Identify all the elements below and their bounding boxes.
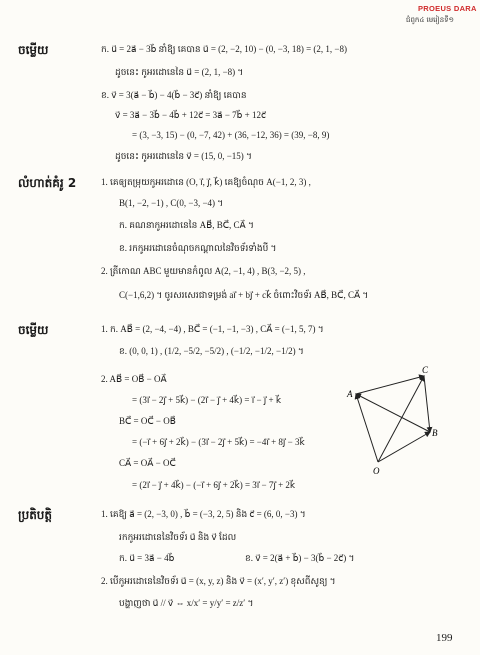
answer-heading-2: ចម្លើយ bbox=[18, 323, 49, 337]
line-v-compute: = (3, −3, 15) − (0, −7, 42) + (36, −12, 36) = (39, −8, 9) bbox=[132, 130, 330, 140]
line-v-result: ដូចនេះ កូអរដោនេនៃ v⃗ = (15, 0, −15) ។ bbox=[115, 151, 252, 161]
label-a: A bbox=[347, 389, 353, 399]
page-number: 199 bbox=[436, 632, 453, 644]
prac-q2-show: បង្ហាញថា u⃗ // v⃗ ⇔ x/x′ = y/y′ = z/z′ ។ bbox=[119, 598, 254, 608]
chapter-subtitle: ជំពូក៤ មេរៀនទី១ bbox=[406, 16, 454, 24]
ex2-q2: 2. ត្រីកោណ ABC មួយមានកំពូល A(2, −1, 4) , B(3, −2, 5) , bbox=[101, 266, 306, 276]
brand-text: PROEUS DARA bbox=[418, 4, 477, 13]
prac-q1-find: រកកូអរដោនេនៃវិចទ័រ u⃗ និង v⃗ ដែល bbox=[119, 532, 237, 542]
ans2-2-bc-calc: = (−i⃗ + 6j⃗ + 2k⃗) − (3i⃗ − 2j⃗ + 5k⃗) = −4i⃗ + 8j⃗ − 3k⃗ bbox=[132, 437, 305, 447]
example-heading-2: លំហាត់គំរូ 2 bbox=[18, 176, 77, 190]
vector-triangle-figure bbox=[346, 366, 446, 478]
line-ka-u: ក. u⃗ = 2a⃗ − 3b⃗ នាំឱ្យ គេបាន u⃗ = (2, −2, 10) − (0, −3, 18) = (2, 1, −8) bbox=[101, 44, 348, 54]
ex2-q1: 1. គេឲ្យតម្រុយកូអរដោនេ (O, i⃗, j⃗, k⃗) គេឱ្យចំណុច A(−1, 2, 3) , bbox=[101, 177, 311, 187]
ans2-1b: ខ. (0, 0, 1) , (1/2, −5/2, −5/2) , (−1/2, −1/2, −1/2) ។ bbox=[119, 346, 304, 356]
prac-q1: 1. គេឱ្យ a⃗ = (2, −3, 0) , b⃗ = (−3, 2, 5) និង c⃗ = (6, 0, −3) ។ bbox=[101, 509, 306, 519]
ex2-q2-b: C(−1,6,2) ។ ចូរសរសេរជាទម្រង់ ai⃗ + bj⃗ + ck⃗ ចំពោះវិចទ័រ AB⃗, BC⃗, CA⃗ ។ bbox=[119, 290, 369, 300]
vector-ba-line bbox=[356, 394, 430, 432]
label-b: B bbox=[432, 428, 438, 438]
ex2-q1-points: B(1, −2, −1) , C(0, −3, −4) ។ bbox=[119, 198, 224, 208]
prac-q2: 2. បើកូអរដោនេនៃវិចទ័រ u⃗ = (x, y, z) និង v⃗ = (x′, y′, z′) ខុសពីសូន្យ ។ bbox=[101, 576, 336, 586]
ans2-2-ab: 2. AB⃗ = OB⃗ − OA⃗ bbox=[101, 374, 167, 384]
ans2-2-ab-calc: = (3i⃗ − 2j⃗ + 5k⃗) − (2i⃗ − j⃗ + 4k⃗) = i⃗ − j⃗ + k⃗ bbox=[132, 395, 282, 405]
line-kha-v: ខ. v⃗ = 3(a⃗ − b⃗) − 4(b⃗ − 3c⃗) នាំឱ្យ គេបាន bbox=[101, 90, 247, 100]
ans2-2-ca: CA⃗ = OA⃗ − OC⃗ bbox=[119, 458, 176, 468]
ex2-q1-a: ក. គណនាកូអរដោនេនៃ AB⃗, BC⃗, CA⃗ ។ bbox=[119, 220, 254, 230]
vector-cb-line bbox=[424, 376, 430, 432]
line-v-expand: v⃗ = 3a⃗ − 3b⃗ − 4b⃗ + 12c⃗ = 3a⃗ − 7b⃗ + 12c⃗ bbox=[115, 110, 266, 120]
practice-heading: ប្រតិបត្តិ bbox=[18, 508, 53, 522]
answer-heading-1: ចម្លើយ bbox=[18, 43, 49, 57]
ex2-q1-b: ខ. រកកូអរដោនេចំណុចកណ្ដាលនៃវិចទ័រទាំងបី ។ bbox=[119, 243, 277, 253]
ans2-2-bc: BC⃗ = OC⃗ − OB⃗ bbox=[119, 416, 176, 426]
vector-oa-line bbox=[356, 394, 378, 462]
ans2-1a: 1. ក. AB⃗ = (2, −4, −4) , BC⃗ = (−1, −1, −3) , CA⃗ = (−1, 5, 7) ។ bbox=[101, 324, 324, 334]
prac-q1-b: ខ. v⃗ = 2(a⃗ + b⃗) − 3(b⃗ − 2c⃗) ។ bbox=[245, 553, 355, 563]
ans2-2-ca-calc: = (2i⃗ − j⃗ + 4k⃗) − (−i⃗ + 6j⃗ + 2k⃗) = 3i⃗ − 7j⃗ + 2k⃗ bbox=[132, 480, 296, 490]
vector-ac-line bbox=[356, 376, 424, 394]
prac-q1-a: ក. u⃗ = 3a⃗ − 4b⃗ bbox=[119, 553, 175, 563]
label-c: C bbox=[422, 366, 429, 375]
label-o: O bbox=[373, 466, 380, 476]
line-u-result: ដូចនេះ កូអរដោនេនៃ u⃗ = (2, 1, −8) ។ bbox=[115, 67, 244, 77]
